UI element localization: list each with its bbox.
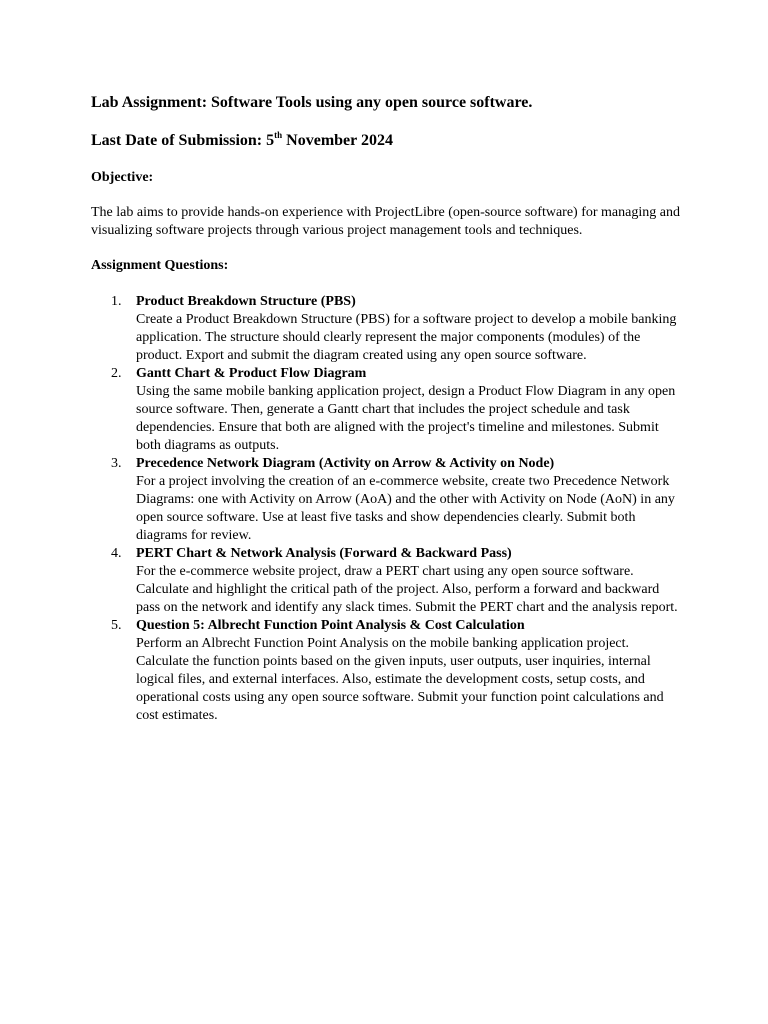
submission-deadline xyxy=(91,130,681,152)
question-item xyxy=(91,617,681,725)
question-body: Using the same mobile banking application project, design a Product Flow Diagram in any open source software. Then, generate a Gantt chart that includes the project schedule and task dependencies. Ensure that both are aligned with the project's timeline and milestones. Submit both diagrams as outputs. xyxy=(136,384,676,453)
question-number: 5. xyxy=(111,618,122,633)
question-number: 1. xyxy=(111,294,122,309)
question-title: Product Breakdown Structure (PBS) xyxy=(136,294,356,309)
question-body: For the e-commerce website project, draw a PERT chart using any open source software. Calculate and highlight the critical path of the project. Also, perform a forward and backward pass on the network and identify any slack times. Submit the PERT chart and the analysis report. xyxy=(136,564,678,615)
question-list xyxy=(91,293,681,725)
question-number: 2. xyxy=(111,366,122,381)
submission-prefix: Last Date of Submission: 5 xyxy=(91,132,275,149)
assignment-title: Lab Assignment: Software Tools using any open source software. xyxy=(91,94,533,111)
question-title: Question 5: Albrecht Function Point Analysis & Cost Calculation xyxy=(136,618,525,633)
question-body: Perform an Albrecht Function Point Analysis on the mobile banking application project. Calculate the function points based on the given inputs, user outputs, user inquiries, internal logical files, and external interfaces. Also, estimate the development costs, setup costs, and operational costs using any open source software. Submit your function point calculations and cost estimates. xyxy=(136,636,664,723)
question-title: Gantt Chart & Product Flow Diagram xyxy=(136,366,367,381)
document-page xyxy=(91,92,681,725)
question-body: For a project involving the creation of an e-commerce website, create two Precedence Network Diagrams: one with Activity on Arrow (AoA) and the other with Activity on Node (AoN) in any open source software. Use at least five tasks and show dependencies clearly. Submit both diagrams for review. xyxy=(136,474,675,543)
objective-label: Objective: xyxy=(91,170,154,185)
question-body: Create a Product Breakdown Structure (PBS) for a software project to develop a mobile banking application. The structure should clearly represent the major components (modules) of the product. Export and submit the diagram created using any open source software. xyxy=(136,312,677,363)
question-item xyxy=(91,293,681,365)
question-item xyxy=(91,545,681,617)
question-item xyxy=(91,365,681,455)
submission-date-rest: November 2024 xyxy=(282,132,393,149)
question-number: 3. xyxy=(111,456,122,471)
questions-label: Assignment Questions: xyxy=(91,258,229,273)
question-number: 4. xyxy=(111,546,122,561)
question-item xyxy=(91,455,681,545)
question-title: Precedence Network Diagram (Activity on Arrow & Activity on Node) xyxy=(136,456,555,471)
question-title: PERT Chart & Network Analysis (Forward & Backward Pass) xyxy=(136,546,512,561)
submission-ordinal-suffix: th xyxy=(274,129,283,140)
objective-text: The lab aims to provide hands-on experience with ProjectLibre (open-source software) for managing and visualizing software projects through various project management tools and techniques. xyxy=(91,205,680,238)
